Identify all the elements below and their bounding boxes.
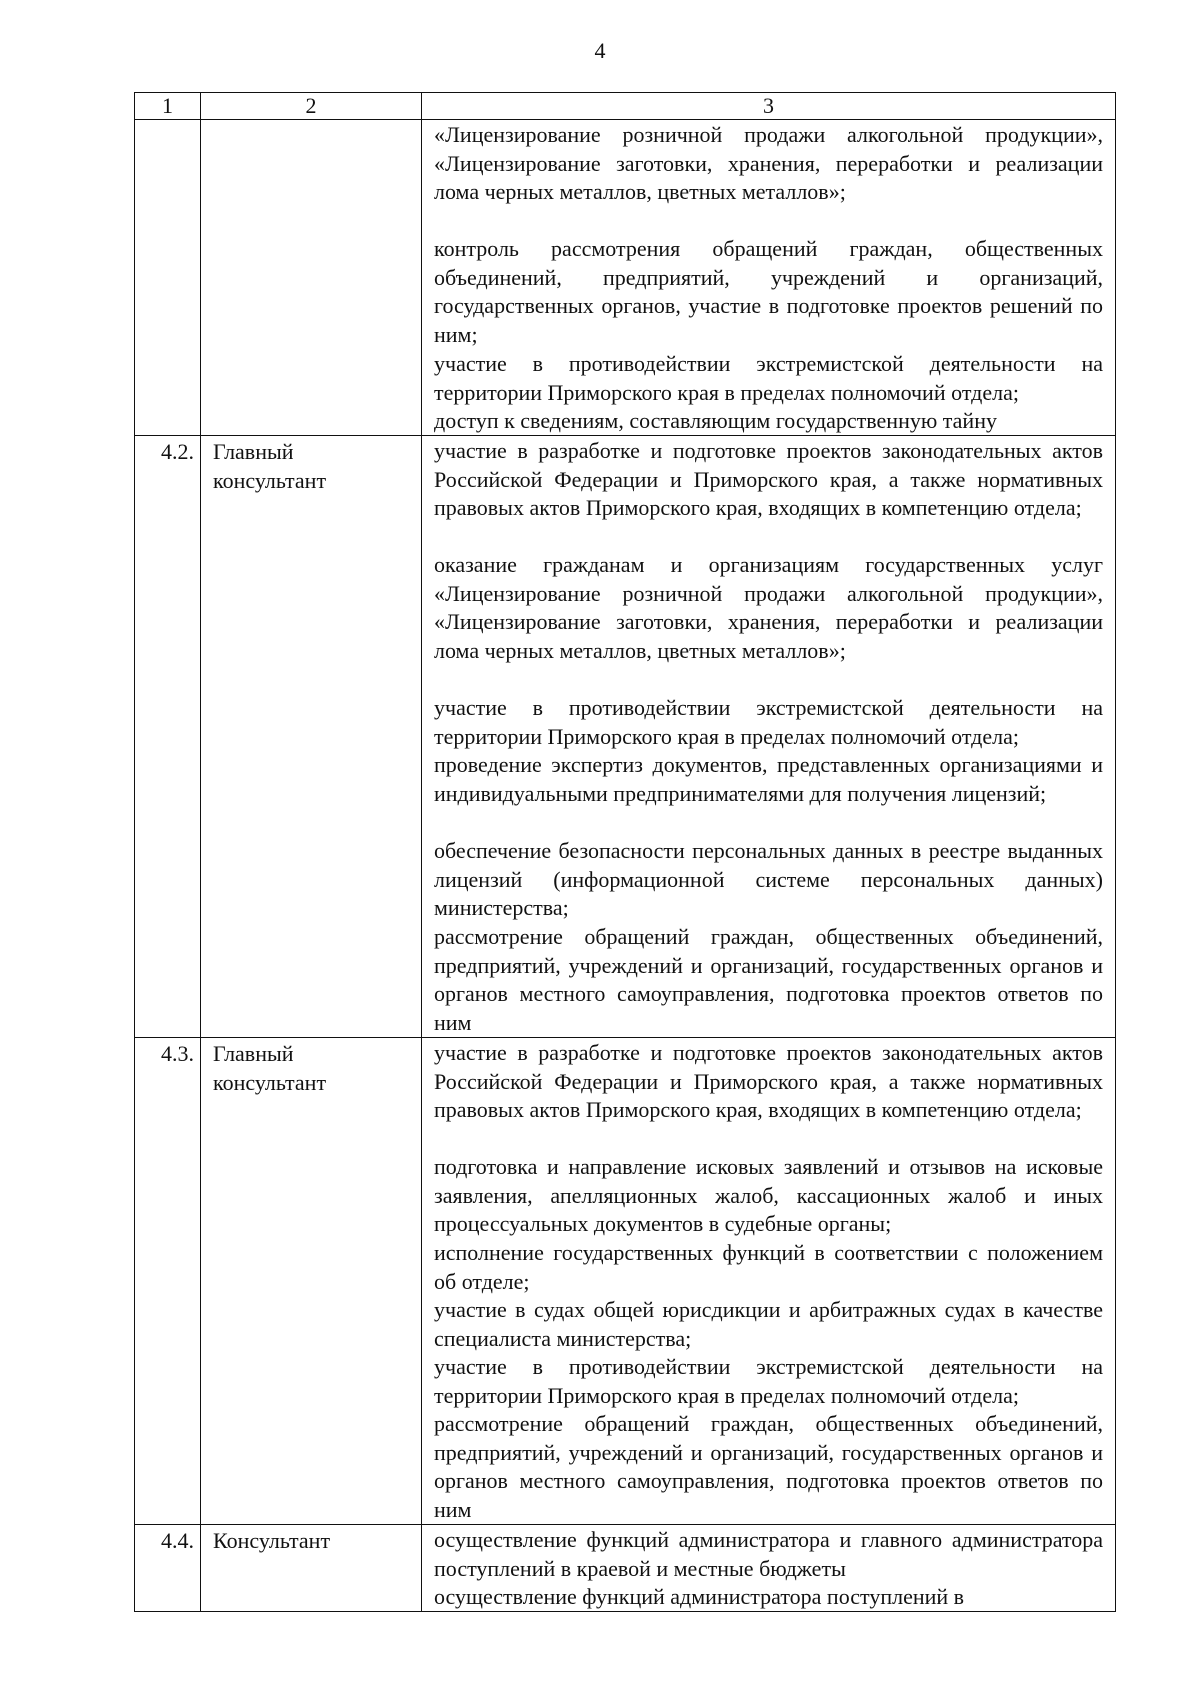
duties-cell — [422, 1525, 1116, 1612]
duty-item: рассмотрение обращений граждан, общественных объединений, предприятий, учреждений и организаций, государственных органов и органов местного самоуправления, подготовка проектов ответов по ним — [434, 1411, 1103, 1522]
duties-cell — [422, 120, 1116, 436]
position-cell — [201, 120, 422, 436]
duty-item: участие в противодействии экстремистской деятельности на территории Приморского края в пределах полномочий отдела; — [434, 351, 1103, 405]
duty-item: осуществление функций администратора и главного администратора поступлений в краевой и местные бюджеты — [434, 1527, 1103, 1581]
row-number-cell — [135, 1525, 201, 1612]
duty-item: контроль рассмотрения обращений граждан, общественных объединений, предприятий, учреждений и организаций, государственных органов, участие в подготовке проектов решений по ним; — [434, 236, 1103, 347]
duty-item: осуществление функций администратора поступлений в — [434, 1584, 965, 1609]
duty-item: оказание гражданам и организациям государственных услуг «Лицензирование розничной продажи алкогольной продукции», «Лицензирование заготовки, хранения, переработки и реализации лома черных металлов, цветных металлов»; — [434, 552, 1103, 663]
position-title: Консультант — [213, 1528, 331, 1553]
duty-item: участие в разработке и подготовке проектов законодательных актов Российской Федерации и Приморского края, а также нормативных правовых актов Приморского края, входящих в компетенцию отдела; — [434, 438, 1103, 521]
duties-cell — [422, 436, 1116, 1038]
duties-list — [422, 120, 1115, 435]
row-number: 4.2. — [161, 439, 194, 464]
duty-item: участие в противодействии экстремистской деятельности на территории Приморского края в пределах полномочий отдела; — [434, 1354, 1103, 1408]
table-row — [135, 1525, 1116, 1612]
column-header-number: 1 — [135, 93, 201, 120]
row-number: 4.4. — [161, 1528, 194, 1553]
duties-list — [422, 436, 1115, 1037]
column-header-duties: 3 — [422, 93, 1116, 120]
duties-cell — [422, 1038, 1116, 1525]
table-row — [135, 1038, 1116, 1525]
duty-item: доступ к сведениям, составляющим государственную тайну — [434, 408, 997, 433]
duty-item: исполнение государственных функций в соответствии с положением об отделе; — [434, 1240, 1103, 1294]
row-number-cell — [135, 1038, 201, 1525]
duty-item: проведение экспертиз документов, представленных организациями и индивидуальными предпринимателями для получения лицензий; — [434, 752, 1103, 806]
table-header-row — [135, 93, 1116, 120]
duty-item: участие в разработке и подготовке проектов законодательных актов Российской Федерации и Приморского края, а также нормативных правовых актов Приморского края, входящих в компетенцию отдела; — [434, 1040, 1103, 1123]
table-row — [135, 436, 1116, 1038]
position-cell — [201, 1038, 422, 1525]
duties-list — [422, 1525, 1115, 1611]
duty-item: рассмотрение обращений граждан, общественных объединений, предприятий, учреждений и организаций, государственных органов и органов местного самоуправления, подготовка проектов ответов по ним — [434, 924, 1103, 1035]
position-title: Главный консультант — [213, 439, 327, 493]
duties-table — [134, 92, 1116, 1612]
row-number: 4.3. — [161, 1041, 194, 1066]
position-cell — [201, 436, 422, 1038]
table-row — [135, 120, 1116, 436]
position-cell — [201, 1525, 422, 1612]
column-header-position: 2 — [201, 93, 422, 120]
duty-item: «Лицензирование розничной продажи алкогольной продукции», «Лицензирование заготовки, хранения, переработки и реализации лома черных металлов, цветных металлов»; — [434, 122, 1103, 205]
duty-item: обеспечение безопасности персональных данных в реестре выданных лицензий (информационной системе персональных данных) министерства; — [434, 838, 1103, 921]
duty-item: участие в судах общей юрисдикции и арбитражных судах в качестве специалиста министерства; — [434, 1297, 1103, 1351]
duties-list — [422, 1038, 1115, 1524]
duty-item: участие в противодействии экстремистской деятельности на территории Приморского края в пределах полномочий отдела; — [434, 695, 1103, 749]
row-number-cell — [135, 436, 201, 1038]
page-number: 4 — [594, 38, 606, 63]
row-number-cell — [135, 120, 201, 436]
duty-item: подготовка и направление исковых заявлений и отзывов на исковые заявления, апелляционных жалоб, кассационных жалоб и иных процессуальных документов в судебные органы; — [434, 1154, 1103, 1237]
position-title: Главный консультант — [213, 1041, 327, 1095]
position-title — [201, 120, 421, 124]
row-number — [135, 120, 200, 124]
